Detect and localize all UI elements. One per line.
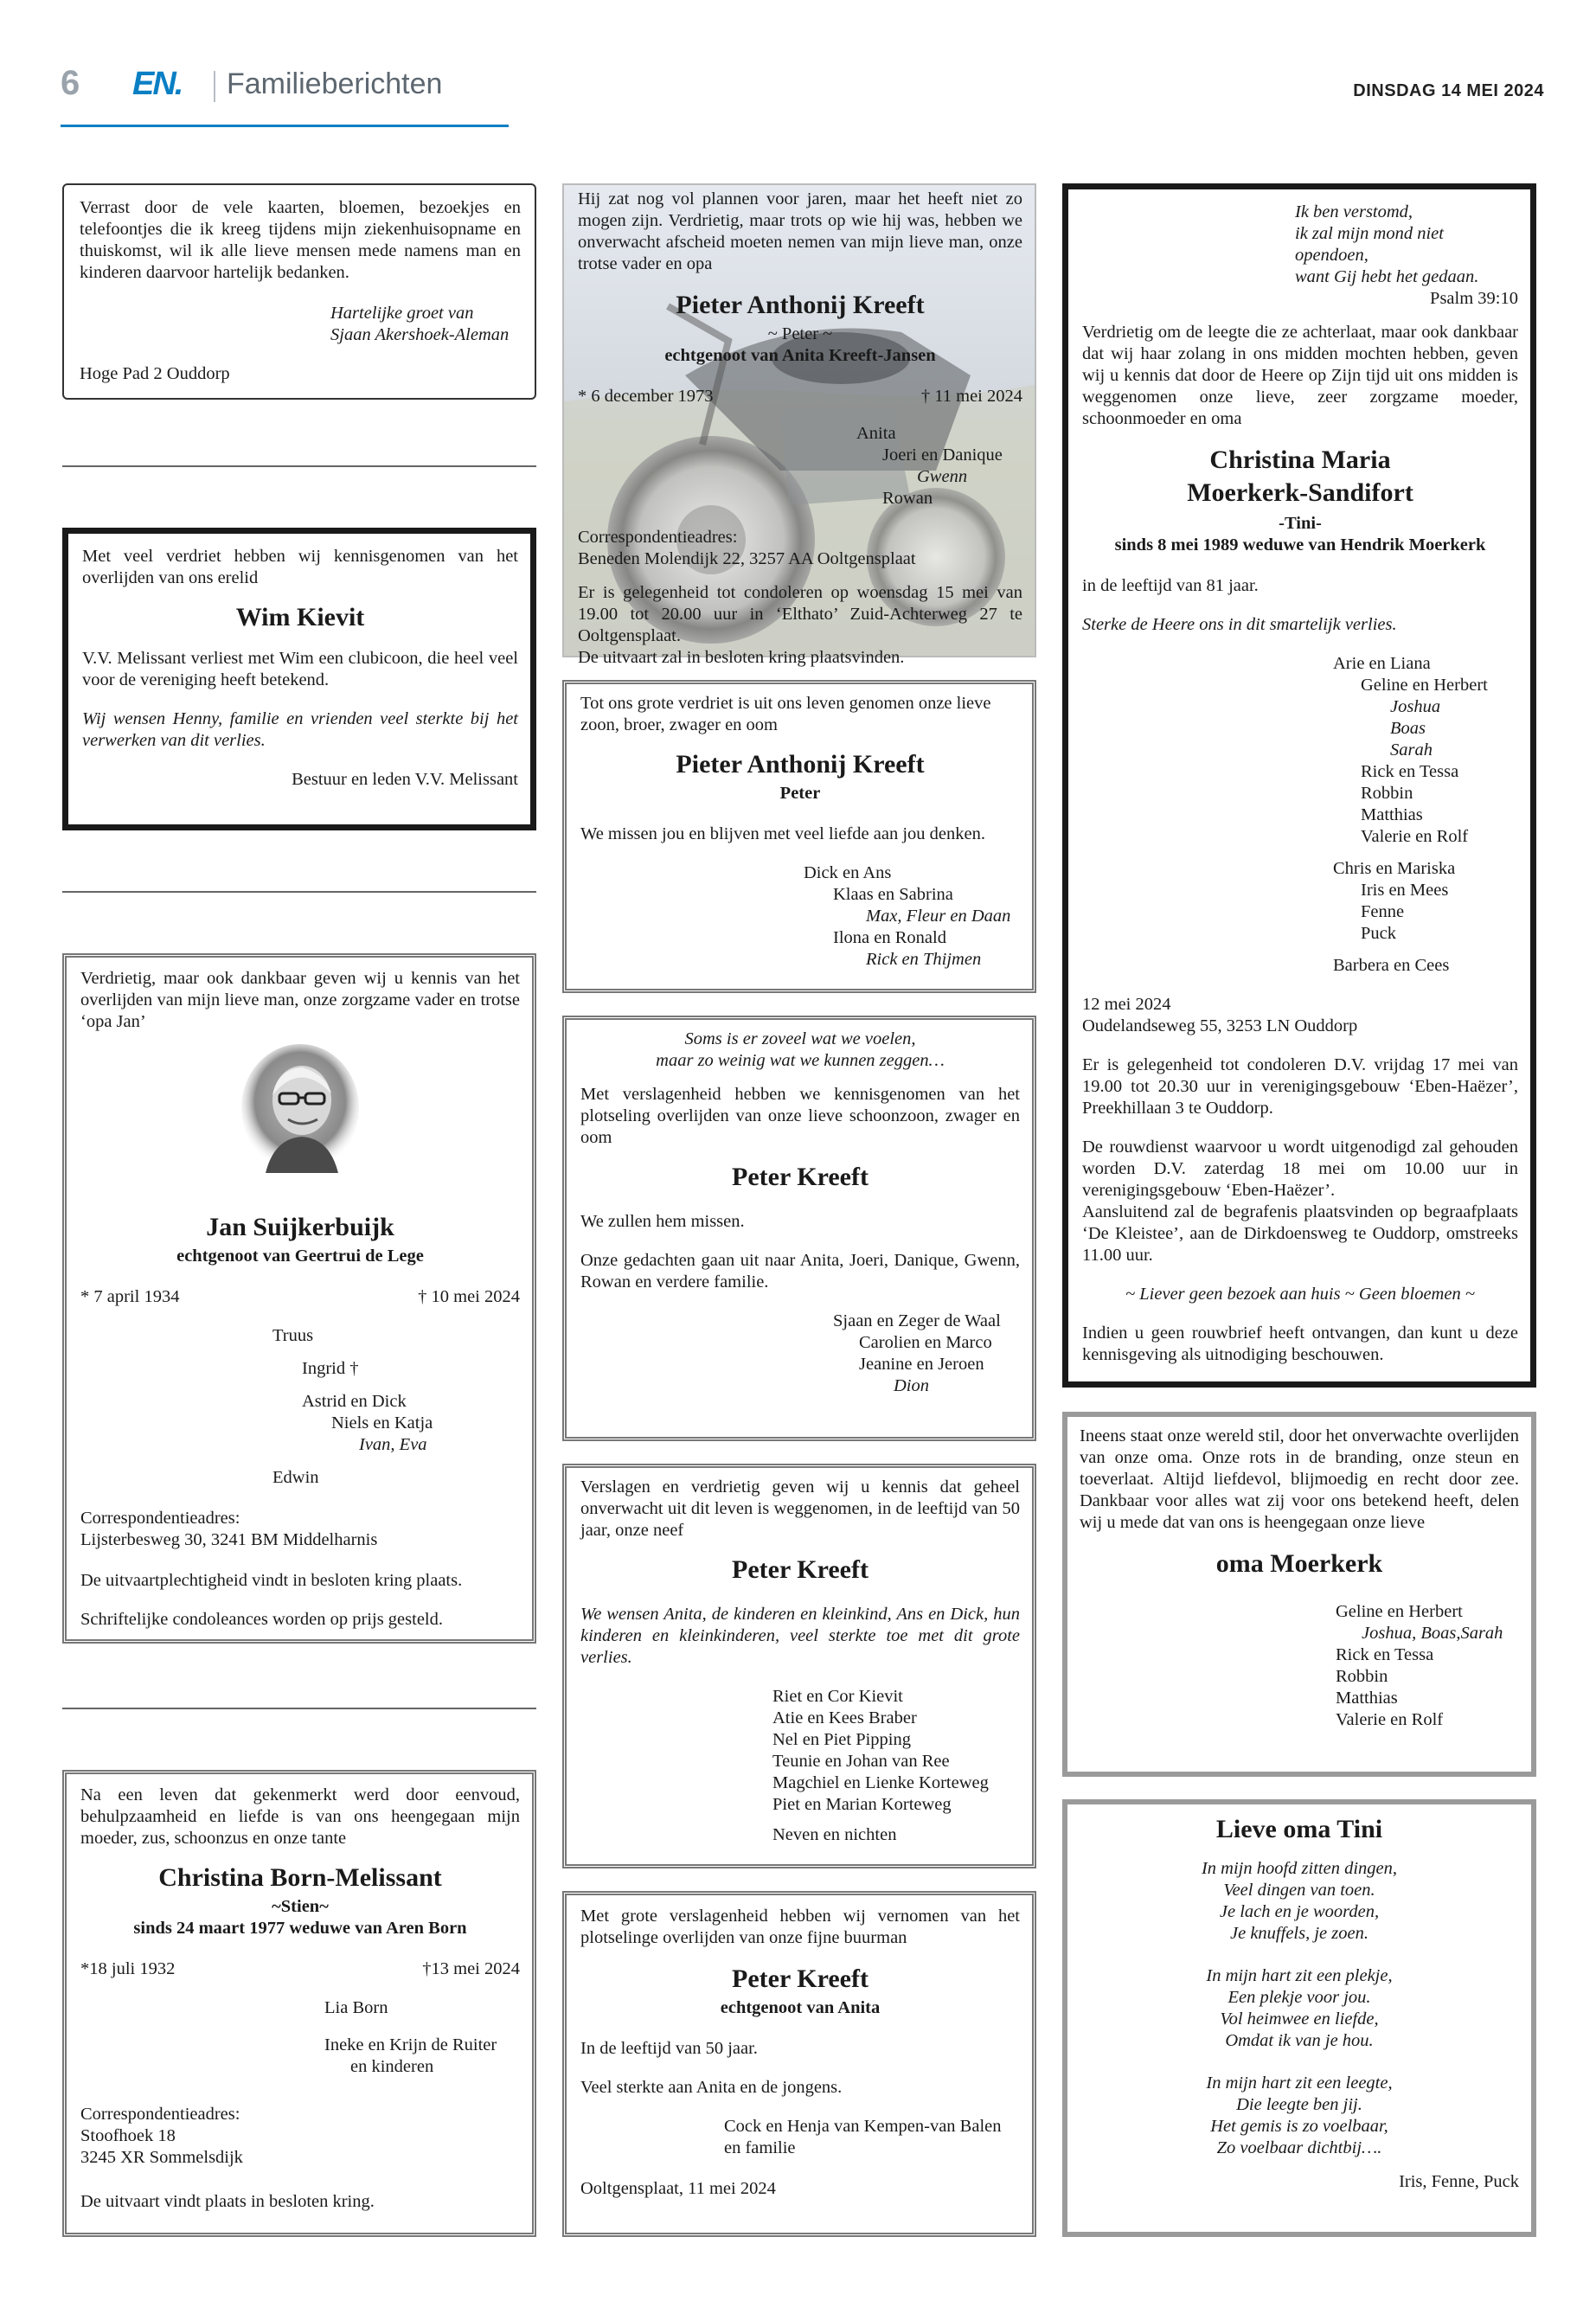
notice-oma-moerkerk (1062, 1412, 1536, 1777)
deceased-name: Peter Kreeft (732, 1163, 869, 1191)
deceased-name: Pieter Anthonij Kreeft (676, 291, 925, 319)
birth-date: * 6 december 1973 (578, 387, 714, 406)
family-member: Dick en Ans (804, 863, 892, 882)
poem-line: Omdat ik van je hou. (1225, 2031, 1374, 2050)
notice-text: Verrast door de vele kaarten, bloemen, bezoekjes en telefoontjes die ik kreeg tijdens mijn ziekenhuisopname en thuiskomst, wil ik alle lieve mensen mede namens man en kinderen daarvoor hartelijk bedanken. (80, 198, 521, 282)
notice-jan-suijkerbuijk (62, 953, 536, 1644)
poem-line: Je knuffels, je zoen. (1230, 1924, 1368, 1943)
age-text: in de leeftijd van 81 jaar. (1082, 576, 1259, 595)
quote-line: Soms is er zoveel wat we voelen, (684, 1029, 916, 1048)
notice-intro: Verdrietig, maar ook dankbaar geven wij u kennis van het overlijden van mijn lieve man, onze zorgzame vader en trotse ‘opa Jan’ (80, 969, 520, 1031)
notice-wim-kievit (62, 528, 536, 830)
family-member: Carolien en Marco (859, 1333, 992, 1352)
family-member: Lia Born (324, 1998, 388, 2017)
family-member: Nel en Piet Pipping (772, 1730, 912, 1749)
family-member: Piet en Marian Korteweg (772, 1795, 952, 1814)
quote-line: ik zal mijn mond niet opendoen, (1295, 224, 1444, 265)
birth-date: * 7 april 1934 (80, 1287, 180, 1306)
column-divider (62, 891, 536, 893)
family-member: Boas (1390, 719, 1426, 738)
life-dates (80, 1286, 520, 1308)
family-member: Niels en Katja (331, 1413, 433, 1433)
notice-text: Er is gelegenheid tot condoleren op woensdag 15 mei van 19.00 tot 20.00 uur in ‘Elthato’ Zuid-Achterweg 27 te Ooltgensplaat. (578, 583, 1022, 645)
deceased-name: Christina Born-Melissant (158, 1863, 442, 1892)
family-member: Joshua (1390, 697, 1441, 716)
greeting-name: Sjaan Akershoek-Aleman (330, 325, 510, 344)
page-number: 6 (61, 64, 80, 102)
address: Hoge Pad 2 Ouddorp (80, 364, 230, 383)
notice-peter-kreeft-nephew (562, 1464, 1036, 1868)
signature: Iris, Fenne, Puck (1399, 2172, 1519, 2191)
notice-text: Er is gelegenheid tot condoleren D.V. vrijdag 17 mei van 19.00 tot 20.30 uur in verenigingsgebouw ‘Eben-Haëzer’, Preekhillaan 3 te Ouddorp. (1082, 1055, 1518, 1118)
life-dates (80, 1958, 520, 1980)
notice-text: De uitvaart zal in besloten kring plaatsvinden. (578, 648, 905, 667)
deceased-subtitle: echtgenoot van Anita Kreeft-Jansen (664, 346, 936, 365)
quote-line: want Gij hebt het gedaan. (1295, 267, 1479, 286)
correspondence-address: Lijsterbesweg 30, 3241 BM Middelharnis (80, 1530, 378, 1549)
birth-date: *18 juli 1932 (80, 1959, 176, 1978)
header-separator (214, 71, 215, 102)
section-title: Familieberichten (227, 67, 443, 100)
signature: en familie (724, 2138, 796, 2157)
deceased-name: Peter Kreeft (732, 1965, 869, 1993)
family-member: Klaas en Sabrina (833, 885, 953, 904)
family-member: Sarah (1390, 740, 1433, 760)
family-member: Atie en Kees Braber (772, 1708, 917, 1727)
poem-line: Het gemis is zo voelbaar, (1210, 2117, 1388, 2136)
family-member: Iris en Mees (1361, 881, 1449, 900)
notice-text: De uitvaartplechtigheid vindt in besloten kring plaats. (80, 1571, 463, 1590)
notice-text: We zullen hem missen. (580, 1212, 745, 1231)
family-member: Chris en Mariska (1333, 859, 1456, 878)
notice-intro: Verslagen en verdrietig geven wij u kennis dat geheel onverwacht uit dit leven is weggenomen, in de leeftijd van 50 jaar, onze neef (580, 1477, 1020, 1540)
notice-text: Onze gedachten gaan uit naar Anita, Joeri, Danique, Gwenn, Rowan en verdere familie. (580, 1251, 1020, 1292)
deceased-name: oma Moerkerk (1215, 1549, 1383, 1578)
family-member: Arie en Liana (1333, 654, 1431, 673)
quote-line: maar zo weinig wat we kunnen zeggen… (656, 1051, 945, 1070)
notice-akershoek (62, 183, 536, 400)
notice-text: Wij wensen Henny, familie en vrienden veel sterkte bij het verwerken van dit verlies. (82, 709, 518, 750)
notice-text: We missen jou en blijven met veel liefde aan jou denken. (580, 824, 985, 843)
deceased-subtitle: echtgenoot van Anita (720, 1998, 881, 2017)
notice-christina-moerkerk (1062, 183, 1536, 1388)
family-member: Matthias (1336, 1689, 1398, 1708)
poem-line: Vol heimwee en liefde, (1220, 2009, 1379, 2029)
family-member: Joshua, Boas,Sarah (1362, 1624, 1503, 1643)
family-member: Teunie en Johan van Ree (772, 1752, 950, 1771)
deceased-nickname: ~ Peter ~ (767, 324, 833, 343)
deceased-name: Jan Suijkerbuijk (206, 1213, 394, 1241)
family-member: Puck (1361, 924, 1396, 943)
poem-line: Een plekje voor jou. (1227, 1988, 1371, 2007)
deceased-name: Christina Maria (1209, 445, 1391, 474)
address: Oudelandseweg 55, 3253 LN Ouddorp (1082, 1016, 1358, 1035)
family-member: Robbin (1361, 784, 1413, 803)
signature: Cock en Henja van Kempen-van Balen (724, 2117, 1002, 2136)
family-member: Joeri en Danique (882, 445, 1003, 465)
family-member: Max, Fleur en Daan (866, 907, 1011, 926)
poem-line: Zo voelbaar dichtbij…. (1216, 2138, 1382, 2157)
family-member: Truus (272, 1326, 314, 1345)
correspondence-label: Correspondentieadres: (80, 2105, 240, 2124)
quote-line: Ik ben verstomd, (1295, 202, 1413, 221)
family-member: Sjaan en Zeger de Waal (833, 1311, 1001, 1330)
prayer-text: Sterke de Heere ons in dit smartelijk verlies. (1082, 615, 1397, 634)
greeting-line: Hartelijke groet van (330, 304, 474, 323)
life-dates (578, 386, 1022, 407)
correspondence-address: Stoofhoek 18 (80, 2126, 176, 2145)
family-member: Robbin (1336, 1667, 1388, 1686)
notice-intro: Hij zat nog vol plannen voor jaren, maar het heeft niet zo mogen zijn. Verdrietig, maar trots op wie hij was, hebben we onverwacht afscheid moeten nemen van mijn lieve man, onze trotse vader en opa (578, 189, 1022, 273)
notice-intro: Met veel verdriet hebben wij kennisgenomen van het overlijden van ons erelid (82, 547, 518, 587)
family-member: Magchiel en Lienke Korteweg (772, 1773, 989, 1792)
poem-line: In mijn hoofd zitten dingen, (1201, 1859, 1398, 1878)
family-member: Ineke en Krijn de Ruiter (324, 2035, 497, 2054)
deceased-subtitle: echtgenoot van Geertrui de Lege (176, 1247, 424, 1266)
correspondence-label: Correspondentieadres: (80, 1509, 240, 1528)
family-member: Riet en Cor Kievit (772, 1687, 903, 1706)
notice-text: Schriftelijke condoleances worden op prijs gesteld. (80, 1610, 443, 1629)
family-member: Geline en Herbert (1361, 676, 1488, 695)
family-member: Valerie en Rolf (1361, 827, 1469, 846)
notice-intro: Ineens staat onze wereld stil, door het onverwachte overlijden van onze oma. Onze rots in de branding, onze steun en toeverlaat. Altijd liefdevol, blijmoedig en recht door zee. Dankbaar voor alles wat zij voor ons betekend heeft, delen wij u mede dat van ons is heengegaan onze lieve (1080, 1426, 1519, 1532)
portrait-photo (240, 1043, 361, 1173)
death-date: † 10 mei 2024 (418, 1287, 520, 1306)
notice-intro: Tot ons grote verdriet is uit ons leven genomen onze lieve zoon, broer, zwager en oom (580, 694, 991, 734)
family-member: Jeanine en Jeroen (859, 1355, 984, 1374)
poem-line: Veel dingen van toen. (1223, 1881, 1375, 1900)
poem-title: Lieve oma Tini (1215, 1815, 1383, 1843)
deceased-name: Peter Kreeft (732, 1555, 869, 1584)
family-member: Ingrid † (302, 1359, 359, 1378)
family-member: Anita (856, 424, 896, 443)
notice-text: Indien u geen rouwbrief heeft ontvangen, dan kunt u deze kennisgeving als uitnodiging beschouwen. (1082, 1324, 1518, 1364)
family-list (580, 1686, 1020, 1816)
family-member: Gwenn (917, 467, 968, 486)
family-member: en kinderen (350, 2057, 434, 2076)
poem-line: Die leegte ben jij. (1236, 2095, 1362, 2114)
family-member: Barbera en Cees (1333, 956, 1450, 975)
psalm-reference: Psalm 39:10 (1430, 289, 1518, 308)
correspondence-address: Beneden Molendijk 22, 3257 AA Ooltgensplaat (578, 549, 916, 568)
family-member: Rowan (882, 489, 933, 508)
notice-christina-born (62, 1770, 536, 2237)
notice-text: In de leeftijd van 50 jaar. (580, 2039, 758, 2058)
family-member: Dion (894, 1376, 929, 1395)
notice-date: 12 mei 2024 (1082, 995, 1171, 1014)
family-member: Geline en Herbert (1336, 1602, 1463, 1621)
family-member: Neven en nichten (772, 1825, 897, 1844)
deceased-subtitle: sinds 8 mei 1989 weduwe van Hendrik Moerkerk (1114, 535, 1486, 554)
notice-text: Aansluitend zal de begrafenis plaatsvinden op begraafplaats ‘De Kleistee’, aan de Dirkdoensweg te Ouddorp, omstreeks 11.00 uur. (1082, 1202, 1518, 1265)
deceased-name: Pieter Anthonij Kreeft (676, 750, 925, 779)
notice-text: We wensen Anita, de kinderen en kleinkind, Ans en Dick, hun kinderen en kleinkinderen, veel sterkte toe met dit grote verlies. (580, 1605, 1020, 1667)
notice-pieter-kreeft-parents (562, 680, 1036, 993)
poem-line: Je lach en je woorden, (1219, 1902, 1380, 1921)
notice-intro: Met verslagenheid hebben we kennisgenomen van het plotseling overlijden van onze lieve schoonzoon, zwager en oom (580, 1085, 1020, 1147)
notice-text: De rouwdienst waarvoor u wordt uitgenodigd zal gehouden worden D.V. zaterdag 18 mei om 10.00 uur in verenigingsgebouw ‘Eben-Haëzer’. (1082, 1138, 1518, 1200)
notice-pieter-kreeft-family (562, 183, 1036, 667)
notice-intro: Met grote verslagenheid hebben wij vernomen van het plotselinge overlijden van onze fijne buurman (580, 1907, 1020, 1947)
notice-intro: Verdrietig om de leegte die ze achterlaat, maar ook dankbaar dat wij haar zolang in ons midden mochten hebben, geven wij u kennis dat door de Heere op Zijn tijd uit ons midden is weggenomen onze lieve, zeer zorgzame moeder, schoonmoeder en oma (1082, 323, 1518, 428)
deceased-nickname: Peter (779, 784, 821, 803)
deceased-surname: Moerkerk-Sandifort (1187, 478, 1413, 507)
death-date: †13 mei 2024 (422, 1959, 520, 1978)
family-member: Valerie en Rolf (1336, 1710, 1444, 1729)
family-member: Rick en Tessa (1361, 762, 1459, 781)
header-rule (61, 125, 509, 127)
logo-text: EN (132, 66, 175, 102)
family-member: Matthias (1361, 805, 1423, 824)
family-member: Fenne (1361, 902, 1405, 921)
notice-intro: Na een leven dat gekenmerkt werd door eenvoud, behulpzaamheid en liefde is van ons heengegaan mijn moeder, zus, schoonzus en onze tante (80, 1785, 520, 1848)
poem-line: In mijn hart zit een leegte, (1206, 2073, 1393, 2093)
correspondence-label: Correspondentieadres: (578, 528, 738, 547)
death-date: † 11 mei 2024 (920, 387, 1022, 406)
deceased-name: Wim Kievit (235, 603, 365, 631)
family-member: Rick en Thijmen (866, 950, 982, 969)
family-member: Ilona en Ronald (833, 928, 946, 947)
portrait-icon (240, 1043, 361, 1173)
signature: Bestuur en leden V.V. Melissant (292, 770, 518, 789)
poem-line: In mijn hart zit een plekje, (1206, 1966, 1393, 1985)
issue-date: DINSDAG 14 MEI 2024 (1353, 81, 1544, 100)
notice-text: V.V. Melissant verliest met Wim een clubicoon, die heel veel voor de vereniging heeft betekend. (82, 649, 518, 689)
correspondence-city: 3245 XR Sommelsdijk (80, 2148, 243, 2167)
column-divider (62, 1708, 536, 1709)
notice-text: ~ Liever geen bezoek aan huis ~ Geen bloemen ~ (1125, 1285, 1475, 1304)
family-member: Edwin (272, 1468, 319, 1487)
notice-text: De uitvaart vindt plaats in besloten kring. (80, 2192, 375, 2211)
notice-text: Veel sterkte aan Anita en de jongens. (580, 2078, 843, 2097)
notice-peter-kreeft-inlaws (562, 1016, 1036, 1441)
family-member: Ivan, Eva (359, 1435, 427, 1454)
family-member: Astrid en Dick (302, 1392, 407, 1411)
deceased-nickname: -Tini- (1279, 514, 1322, 533)
place-date: Ooltgensplaat, 11 mei 2024 (580, 2179, 776, 2198)
deceased-subtitle: sinds 24 maart 1977 weduwe van Aren Born (133, 1919, 467, 1938)
family-member: Rick en Tessa (1336, 1645, 1434, 1664)
deceased-nickname: ~Stien~ (272, 1897, 329, 1916)
notice-peter-kreeft-neighbours (562, 1891, 1036, 2237)
logo[interactable]: EN. (132, 66, 183, 102)
notice-lieve-oma-tini (1062, 1799, 1536, 2237)
column-divider (62, 465, 536, 467)
